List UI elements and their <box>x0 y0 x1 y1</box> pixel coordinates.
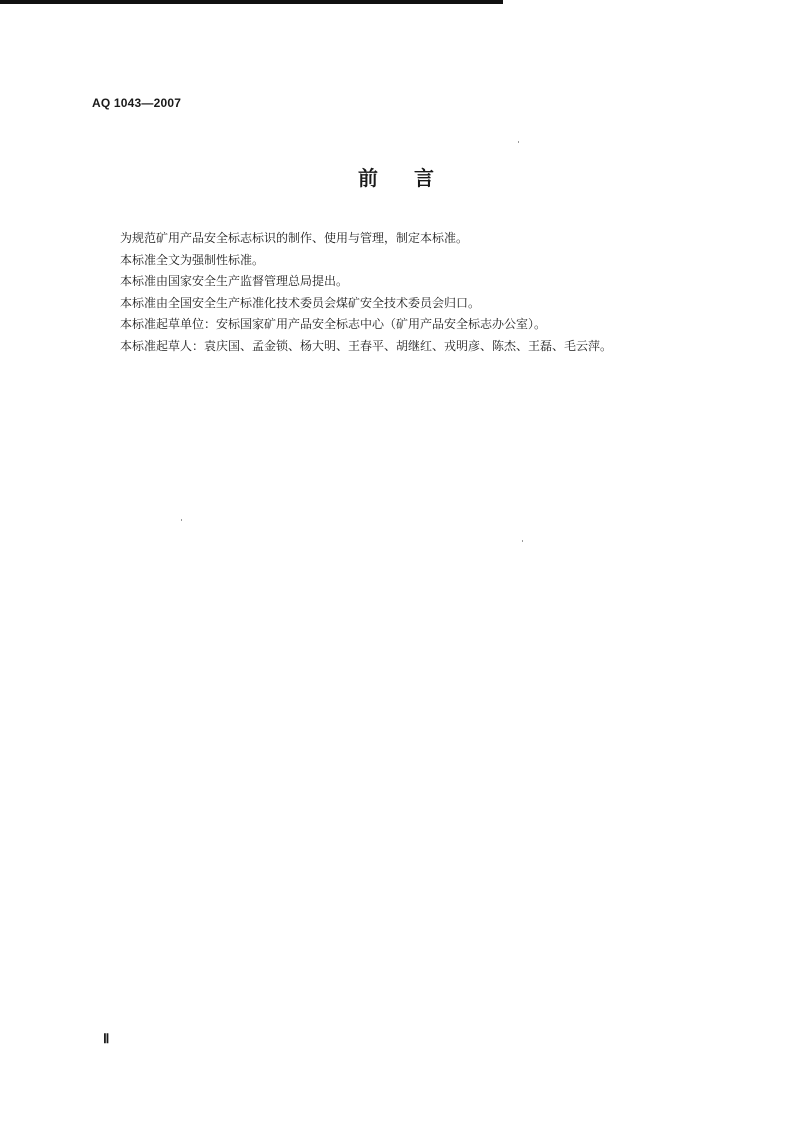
paragraph-centralized: 本标准由全国安全生产标准化技术委员会煤矿安全技术委员会归口。 <box>120 295 481 310</box>
paragraph-mandatory: 本标准全文为强制性标准。 <box>120 252 265 267</box>
top-rule <box>0 0 503 4</box>
scan-speck <box>181 519 182 521</box>
scan-speck <box>522 540 523 542</box>
paragraph-drafters: 本标准起草人：袁庆国、孟金锁、杨大明、王春平、胡继红、戎明彦、陈杰、王磊、毛云萍。 <box>120 338 613 353</box>
foreword-body <box>120 228 680 357</box>
paragraph-proposer: 本标准由国家安全生产监督管理总局提出。 <box>120 274 349 288</box>
paragraph-purpose: 为规范矿用产品安全标志标识的制作、使用与管理，制定本标准。 <box>120 231 469 245</box>
paragraph-drafting-unit: 本标准起草单位：安标国家矿用产品安全标志中心（矿用产品安全标志办公室）。 <box>120 317 547 331</box>
standard-number: AQ 1043—2007 <box>92 96 182 110</box>
page-number: Ⅱ <box>103 1031 110 1046</box>
scan-speck <box>518 141 519 143</box>
page-title: 前言 <box>358 166 470 190</box>
